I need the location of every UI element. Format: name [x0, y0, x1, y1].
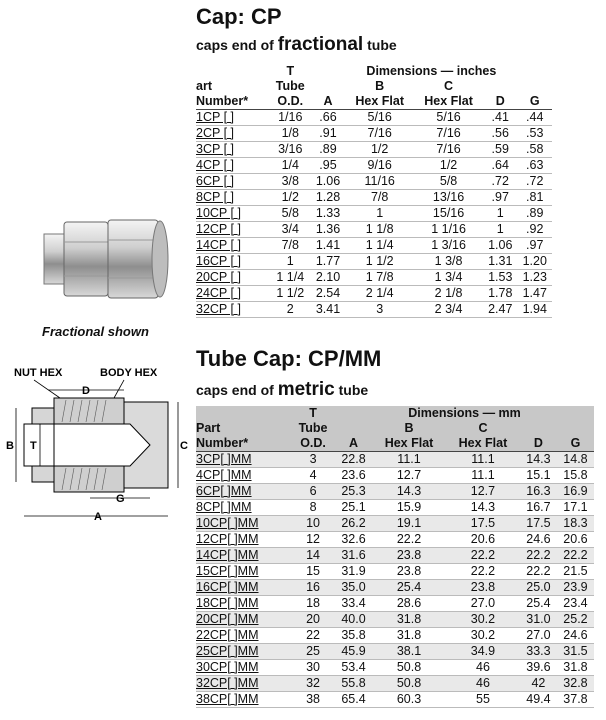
- table-cell: 1 3/4: [414, 270, 483, 286]
- part-number-cell: 32CP [ ]: [196, 302, 270, 318]
- table-cell: 12.7: [372, 468, 446, 484]
- table-cell: 7/16: [345, 126, 414, 142]
- table-cell: 1 1/4: [345, 238, 414, 254]
- header-b: B: [375, 79, 385, 93]
- table-cell: 5/16: [345, 110, 414, 126]
- table-cell: 1 3/16: [414, 238, 483, 254]
- part-number-cell: 32CP[ ]MM: [196, 676, 291, 692]
- header-hexflat-b: Hex Flat: [372, 436, 446, 452]
- table-row: [196, 270, 552, 286]
- table-cell: 14: [291, 548, 335, 564]
- table-cell: .53: [517, 126, 552, 142]
- table-cell: 39.6: [520, 660, 557, 676]
- table-row: [196, 548, 594, 564]
- part-number-cell: 3CP [ ]: [196, 142, 270, 158]
- table-cell: 31.8: [372, 612, 446, 628]
- header-d: D: [520, 436, 557, 452]
- table-cell: 20.6: [446, 532, 520, 548]
- table-cell: 6: [291, 484, 335, 500]
- header-tube: Tube: [275, 79, 305, 93]
- table-cell: .97: [517, 238, 552, 254]
- table-row: [196, 142, 552, 158]
- table-cell: 18.3: [557, 516, 594, 532]
- table-cell: 32: [291, 676, 335, 692]
- table-cell: 24.6: [520, 532, 557, 548]
- table-cell: 5/16: [414, 110, 483, 126]
- table-cell: 42: [520, 676, 557, 692]
- table-row: [196, 110, 552, 126]
- table-row: [196, 532, 594, 548]
- table-row: [196, 612, 594, 628]
- table-cell: 23.6: [335, 468, 372, 484]
- table-row: [196, 126, 552, 142]
- table-row: [196, 158, 552, 174]
- table-cell: 17.1: [557, 500, 594, 516]
- table-cell: 28.6: [372, 596, 446, 612]
- table-cell: 7/16: [414, 142, 483, 158]
- table-cell: 7/16: [414, 126, 483, 142]
- header-part: Part: [196, 421, 221, 435]
- table-cell: 16.7: [520, 500, 557, 516]
- table-cell: 1.41: [311, 238, 345, 254]
- part-number-cell: 6CP [ ]: [196, 174, 270, 190]
- table-cell: 23.8: [446, 580, 520, 596]
- table-row: [196, 190, 552, 206]
- table-cell: 20: [291, 612, 335, 628]
- header-t: T: [286, 64, 295, 78]
- header-a: A: [335, 436, 372, 452]
- part-number-cell: 10CP[ ]MM: [196, 516, 291, 532]
- part-number-cell: 15CP[ ]MM: [196, 564, 291, 580]
- table-cell: 2: [270, 302, 311, 318]
- table-cell: .95: [311, 158, 345, 174]
- table-cell: 35.8: [335, 628, 372, 644]
- table-row: [196, 500, 594, 516]
- table-cell: 25.0: [520, 580, 557, 596]
- t-label: T: [30, 440, 37, 452]
- table-cell: 13/16: [414, 190, 483, 206]
- part-number-cell: 4CP[ ]MM: [196, 468, 291, 484]
- part-number-cell: 16CP [ ]: [196, 254, 270, 270]
- table-cell: 22.2: [446, 564, 520, 580]
- photo-caption: Fractional shown: [42, 324, 149, 339]
- table-cell: 23.8: [372, 564, 446, 580]
- table-cell: 1.36: [311, 222, 345, 238]
- part-number-cell: 8CP [ ]: [196, 190, 270, 206]
- header-hexflat-c: Hex Flat: [414, 94, 483, 110]
- table-cell: 65.4: [335, 692, 372, 708]
- header-od: O.D.: [270, 94, 311, 110]
- table-cell: 2.10: [311, 270, 345, 286]
- table-row: [196, 452, 594, 468]
- table-cell: 60.3: [372, 692, 446, 708]
- table-row: [196, 516, 594, 532]
- table-cell: 2 1/4: [345, 286, 414, 302]
- part-number-cell: 16CP[ ]MM: [196, 580, 291, 596]
- table-cell: 1 1/2: [270, 286, 311, 302]
- table-cell: 1: [345, 206, 414, 222]
- table-cell: 25.2: [557, 612, 594, 628]
- header-g: G: [517, 94, 552, 110]
- part-number-cell: 12CP[ ]MM: [196, 532, 291, 548]
- table-cell: 1.47: [517, 286, 552, 302]
- table-cell: .81: [517, 190, 552, 206]
- table-cell: 1 1/4: [270, 270, 311, 286]
- table-cell: 21.5: [557, 564, 594, 580]
- table-cell: 23.4: [557, 596, 594, 612]
- table-cell: 1.31: [483, 254, 517, 270]
- table-cell: 14.3: [372, 484, 446, 500]
- table-cell: 9/16: [345, 158, 414, 174]
- table-cell: 11.1: [446, 468, 520, 484]
- table-cell: 1: [270, 254, 311, 270]
- table-cell: 38.1: [372, 644, 446, 660]
- table-cell: 1.20: [517, 254, 552, 270]
- table-cell: .64: [483, 158, 517, 174]
- table-cell: 30.2: [446, 628, 520, 644]
- table-cell: 17.5: [446, 516, 520, 532]
- header-number: Number*: [196, 436, 291, 452]
- table-cell: 3.41: [311, 302, 345, 318]
- table-cell: 4: [291, 468, 335, 484]
- fractional-cap-table: [196, 64, 552, 318]
- header-hexflat-c: Hex Flat: [446, 436, 520, 452]
- table-cell: .66: [311, 110, 345, 126]
- d-label: D: [82, 385, 90, 397]
- part-number-cell: 14CP [ ]: [196, 238, 270, 254]
- nut-hex-label: NUT HEX: [14, 367, 63, 379]
- table-cell: .72: [483, 174, 517, 190]
- header-d: D: [483, 94, 517, 110]
- section2-title: Tube Cap: CP/MM: [196, 346, 382, 371]
- c-label: C: [180, 440, 188, 452]
- table-cell: 31.8: [372, 628, 446, 644]
- table-cell: 2 3/4: [414, 302, 483, 318]
- part-number-cell: 14CP[ ]MM: [196, 548, 291, 564]
- table-cell: 14.3: [446, 500, 520, 516]
- table-cell: 1.94: [517, 302, 552, 318]
- table-cell: 22.2: [446, 548, 520, 564]
- table-cell: 46: [446, 676, 520, 692]
- table-cell: 27.0: [446, 596, 520, 612]
- table-cell: 1.06: [483, 238, 517, 254]
- header-dimensions: Dimensions — mm: [408, 406, 521, 420]
- table-cell: 22.2: [520, 548, 557, 564]
- table-cell: 1.28: [311, 190, 345, 206]
- table-row: [196, 484, 594, 500]
- table-cell: 7/8: [270, 238, 311, 254]
- part-number-cell: 8CP[ ]MM: [196, 500, 291, 516]
- metric-cap-table: [196, 406, 594, 708]
- table-cell: 17.5: [520, 516, 557, 532]
- table-cell: 2 1/8: [414, 286, 483, 302]
- table-cell: .41: [483, 110, 517, 126]
- a-label: A: [94, 511, 102, 523]
- table-cell: .91: [311, 126, 345, 142]
- table-row: [196, 660, 594, 676]
- header-tube: Tube: [298, 421, 328, 435]
- header-hexflat-b: Hex Flat: [345, 94, 414, 110]
- table-cell: 23.9: [557, 580, 594, 596]
- table-cell: 33.3: [520, 644, 557, 660]
- table-cell: 15.8: [557, 468, 594, 484]
- table-cell: 35.0: [335, 580, 372, 596]
- table-cell: 30: [291, 660, 335, 676]
- table-cell: 15/16: [414, 206, 483, 222]
- table-cell: 31.5: [557, 644, 594, 660]
- table-cell: 31.9: [335, 564, 372, 580]
- header-c: C: [444, 79, 454, 93]
- b-label: B: [6, 440, 14, 452]
- table-cell: .58: [517, 142, 552, 158]
- section1-title: Cap: CP: [196, 4, 282, 29]
- part-number-cell: 18CP[ ]MM: [196, 596, 291, 612]
- table-cell: 16: [291, 580, 335, 596]
- table-cell: 12: [291, 532, 335, 548]
- table-cell: 40.0: [335, 612, 372, 628]
- table-cell: 3/4: [270, 222, 311, 238]
- table-cell: 22.2: [557, 548, 594, 564]
- header-b: B: [404, 421, 414, 435]
- table-cell: 22.2: [372, 532, 446, 548]
- table-cell: 1: [483, 206, 517, 222]
- part-number-cell: 20CP[ ]MM: [196, 612, 291, 628]
- table-cell: 55.8: [335, 676, 372, 692]
- table-cell: 15: [291, 564, 335, 580]
- table-cell: 10: [291, 516, 335, 532]
- table-cell: 1: [483, 222, 517, 238]
- table-row: [196, 254, 552, 270]
- part-number-cell: 30CP[ ]MM: [196, 660, 291, 676]
- table-cell: 31.8: [557, 660, 594, 676]
- table-cell: 11.1: [446, 452, 520, 468]
- table-cell: 53.4: [335, 660, 372, 676]
- table-cell: .97: [483, 190, 517, 206]
- table-row: [196, 564, 594, 580]
- table-row: [196, 676, 594, 692]
- table-cell: .72: [517, 174, 552, 190]
- part-number-cell: 3CP[ ]MM: [196, 452, 291, 468]
- header-a: A: [311, 94, 345, 110]
- table-row: [196, 286, 552, 302]
- table-cell: 1 1/16: [414, 222, 483, 238]
- part-number-cell: 38CP[ ]MM: [196, 692, 291, 708]
- table-row: [196, 644, 594, 660]
- table-cell: 37.8: [557, 692, 594, 708]
- table-row: [196, 468, 594, 484]
- table-cell: 25.1: [335, 500, 372, 516]
- table-cell: 46: [446, 660, 520, 676]
- section2-subtitle: caps end of metric tube: [196, 379, 369, 400]
- table-cell: .89: [517, 206, 552, 222]
- table-cell: 1.06: [311, 174, 345, 190]
- section1-subtitle: caps end of fractional tube: [196, 34, 397, 55]
- table-cell: 1.53: [483, 270, 517, 286]
- header-number: Number*: [196, 94, 270, 110]
- table-row: [196, 692, 594, 708]
- table-cell: .92: [517, 222, 552, 238]
- table-cell: .63: [517, 158, 552, 174]
- table-cell: 1.33: [311, 206, 345, 222]
- table-cell: 25: [291, 644, 335, 660]
- header-od: O.D.: [291, 436, 335, 452]
- table-row: [196, 302, 552, 318]
- table-cell: 3/16: [270, 142, 311, 158]
- cap-dimension-drawing: [4, 358, 194, 528]
- g-label: G: [116, 493, 125, 505]
- table-cell: 15.9: [372, 500, 446, 516]
- table-row: [196, 596, 594, 612]
- part-number-cell: 6CP[ ]MM: [196, 484, 291, 500]
- table-cell: 11.1: [372, 452, 446, 468]
- table-cell: 1 3/8: [414, 254, 483, 270]
- table-cell: 3: [291, 452, 335, 468]
- body-hex-label: BODY HEX: [100, 367, 158, 379]
- table-cell: 34.9: [446, 644, 520, 660]
- table-cell: 38: [291, 692, 335, 708]
- table-cell: 22: [291, 628, 335, 644]
- table-cell: 50.8: [372, 676, 446, 692]
- table-cell: 20.6: [557, 532, 594, 548]
- table-cell: 14.3: [520, 452, 557, 468]
- table-cell: 1 1/8: [345, 222, 414, 238]
- table-cell: .89: [311, 142, 345, 158]
- table-cell: 18: [291, 596, 335, 612]
- table-row: [196, 222, 552, 238]
- table-cell: 16.9: [557, 484, 594, 500]
- table-row: [196, 206, 552, 222]
- table-cell: .56: [483, 126, 517, 142]
- header-c: C: [478, 421, 488, 435]
- table-cell: 27.0: [520, 628, 557, 644]
- part-number-cell: 4CP [ ]: [196, 158, 270, 174]
- table-cell: 3/8: [270, 174, 311, 190]
- table-cell: 1 1/2: [345, 254, 414, 270]
- part-number-cell: 10CP [ ]: [196, 206, 270, 222]
- table-cell: 1.78: [483, 286, 517, 302]
- table-cell: 19.1: [372, 516, 446, 532]
- table-cell: 3: [345, 302, 414, 318]
- table-cell: 32.8: [557, 676, 594, 692]
- table-cell: 25.3: [335, 484, 372, 500]
- table-cell: 1/2: [270, 190, 311, 206]
- table-cell: 26.2: [335, 516, 372, 532]
- table-cell: 22.2: [520, 564, 557, 580]
- table-cell: 11/16: [345, 174, 414, 190]
- table-cell: 31.0: [520, 612, 557, 628]
- table-cell: .44: [517, 110, 552, 126]
- part-number-cell: 2CP [ ]: [196, 126, 270, 142]
- table-cell: 1.23: [517, 270, 552, 286]
- table-cell: 45.9: [335, 644, 372, 660]
- header-dimensions: Dimensions — inches: [366, 64, 497, 78]
- table-row: [196, 628, 594, 644]
- header-g: G: [557, 436, 594, 452]
- part-number-cell: 24CP [ ]: [196, 286, 270, 302]
- table-cell: 33.4: [335, 596, 372, 612]
- part-number-cell: 1CP [ ]: [196, 110, 270, 126]
- table-cell: 23.8: [372, 548, 446, 564]
- table-cell: 1.77: [311, 254, 345, 270]
- table-cell: 55: [446, 692, 520, 708]
- table-cell: 31.6: [335, 548, 372, 564]
- table-cell: 1/2: [345, 142, 414, 158]
- table-cell: 8: [291, 500, 335, 516]
- table-cell: 14.8: [557, 452, 594, 468]
- part-number-cell: 12CP [ ]: [196, 222, 270, 238]
- table-cell: 32.6: [335, 532, 372, 548]
- table-cell: 1/8: [270, 126, 311, 142]
- table-cell: 5/8: [414, 174, 483, 190]
- table-row: [196, 238, 552, 254]
- table-cell: 22.8: [335, 452, 372, 468]
- table-row: [196, 174, 552, 190]
- table-cell: 2.47: [483, 302, 517, 318]
- table-cell: 1/4: [270, 158, 311, 174]
- table-cell: .59: [483, 142, 517, 158]
- table-cell: 7/8: [345, 190, 414, 206]
- table-cell: 12.7: [446, 484, 520, 500]
- table-cell: 25.4: [372, 580, 446, 596]
- header-t: T: [309, 406, 317, 420]
- part-number-cell: 25CP[ ]MM: [196, 644, 291, 660]
- table-cell: 15.1: [520, 468, 557, 484]
- table-cell: 24.6: [557, 628, 594, 644]
- table-cell: 25.4: [520, 596, 557, 612]
- table-cell: 49.4: [520, 692, 557, 708]
- table-cell: 50.8: [372, 660, 446, 676]
- table-cell: 30.2: [446, 612, 520, 628]
- table-row: [196, 580, 594, 596]
- table-cell: 2.54: [311, 286, 345, 302]
- table-cell: 1/16: [270, 110, 311, 126]
- table-cell: 5/8: [270, 206, 311, 222]
- part-number-cell: 22CP[ ]MM: [196, 628, 291, 644]
- table-cell: 1 7/8: [345, 270, 414, 286]
- table-cell: 16.3: [520, 484, 557, 500]
- cap-photo: [40, 210, 180, 310]
- part-number-cell: 20CP [ ]: [196, 270, 270, 286]
- header-art: art: [196, 79, 212, 93]
- table-cell: 1/2: [414, 158, 483, 174]
